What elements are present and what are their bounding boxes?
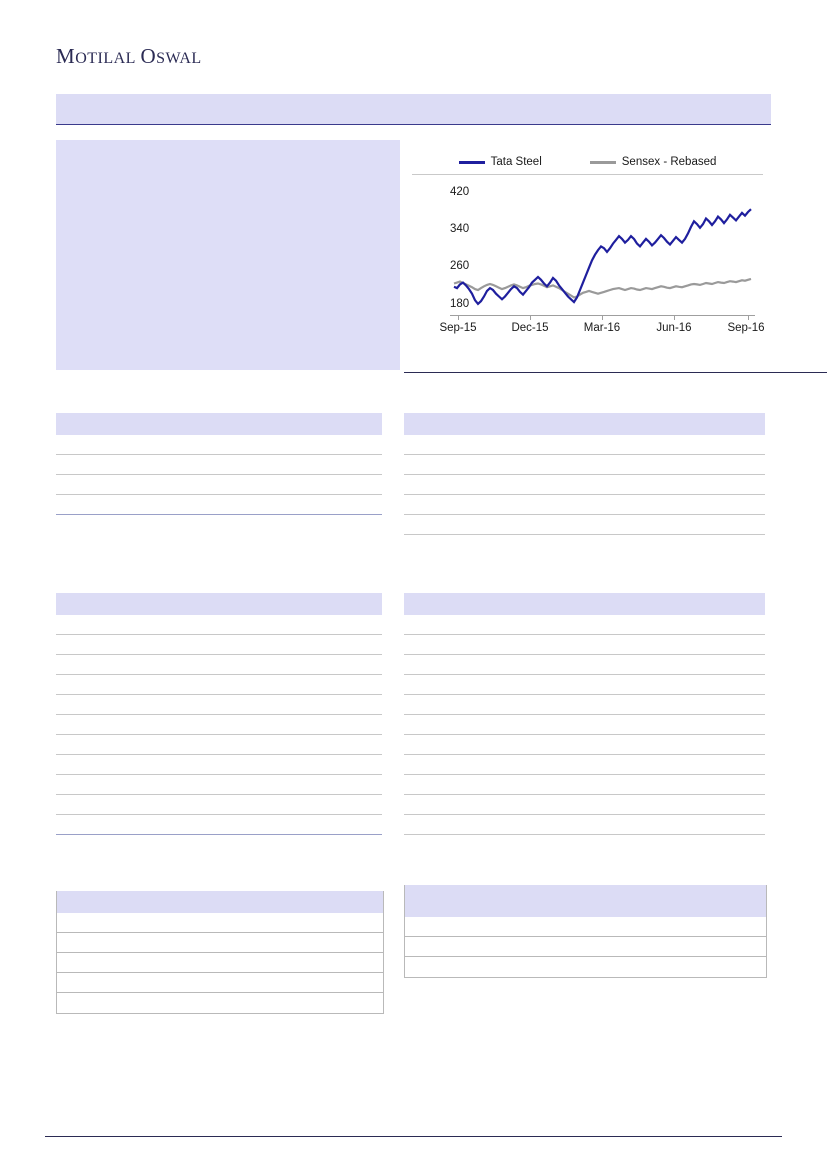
legend-label-sensex: Sensex - Rebased: [621, 156, 717, 168]
table-row: [57, 973, 383, 993]
y-tick-420: 420: [450, 186, 470, 198]
legend-swatch-grey-icon: [590, 161, 616, 164]
table-block-5: [56, 891, 384, 1014]
table-row: [404, 775, 765, 795]
y-tick-340: 340: [450, 223, 470, 235]
brand-word2-initial: O: [140, 44, 157, 68]
x-tick-sep-15: Sep-15: [439, 322, 477, 334]
x-tick-mar-16: Mar-16: [583, 322, 621, 334]
table-row: [56, 495, 382, 515]
x-tick-mark-0: [458, 316, 459, 320]
x-tick-mark-4: [748, 316, 749, 320]
table-row: [56, 715, 382, 735]
table-row: [405, 937, 766, 957]
table-row: [404, 455, 765, 475]
table-row: [56, 675, 382, 695]
table-row: [404, 615, 765, 635]
chart-legend: [412, 150, 763, 175]
table-row: [404, 515, 765, 535]
table-row: [56, 655, 382, 675]
table-row: [56, 795, 382, 815]
table-row: [404, 475, 765, 495]
y-tick-180: 180: [450, 298, 470, 310]
table-row: [56, 635, 382, 655]
x-tick-dec-15: Dec-15: [511, 322, 549, 334]
table-row: [404, 495, 765, 515]
legend-item-sensex: [590, 156, 717, 168]
chart-lines: [450, 186, 755, 316]
table-row: [56, 615, 382, 635]
company-logo: [56, 44, 202, 69]
report-title-band: [56, 94, 771, 125]
table-block-3: [56, 593, 382, 835]
table-row: [404, 695, 765, 715]
table-row: [56, 475, 382, 495]
header-section-divider: [404, 372, 827, 373]
table-row: [404, 635, 765, 655]
chart-svg: [450, 186, 755, 316]
table-row: [56, 735, 382, 755]
table-row: [56, 455, 382, 475]
table-row: [405, 957, 766, 977]
table-row: [404, 755, 765, 775]
table-header: [57, 891, 383, 913]
table-row: [404, 735, 765, 755]
table-header: [405, 885, 766, 917]
table-row: [404, 655, 765, 675]
table-row: [404, 435, 765, 455]
table-row: [405, 917, 766, 937]
table-row: [56, 435, 382, 455]
table-row: [56, 815, 382, 835]
table-row: [57, 933, 383, 953]
table-row: [404, 815, 765, 835]
table-row: [57, 993, 383, 1013]
table-row: [404, 795, 765, 815]
legend-swatch-blue-icon: [459, 161, 485, 164]
chart-plot-area: [412, 180, 763, 370]
table-row: [404, 675, 765, 695]
stock-info-panel: [56, 140, 400, 370]
table-block-6: [404, 885, 767, 978]
table-header: [404, 413, 765, 435]
table-header: [404, 593, 765, 615]
brand-word1-initial: M: [56, 44, 76, 68]
table-block-4: [404, 593, 765, 835]
footer-divider: [45, 1136, 782, 1137]
brand-word1-rest: OTILAL: [75, 50, 136, 67]
table-row: [57, 913, 383, 933]
brand-word2-rest: SWAL: [156, 50, 202, 67]
table-row: [56, 775, 382, 795]
x-tick-mark-1: [530, 316, 531, 320]
legend-label-tata-steel: Tata Steel: [490, 156, 542, 168]
x-tick-mark-2: [602, 316, 603, 320]
table-header: [56, 593, 382, 615]
table-row: [56, 755, 382, 775]
price-performance-chart: [404, 140, 771, 372]
table-row: [56, 695, 382, 715]
legend-item-tata-steel: [459, 156, 542, 168]
table-block-1: [56, 413, 382, 515]
x-tick-jun-16: Jun-16: [656, 322, 692, 334]
table-row: [404, 715, 765, 735]
table-header: [56, 413, 382, 435]
table-block-2: [404, 413, 765, 535]
table-row: [57, 953, 383, 973]
x-tick-mark-3: [674, 316, 675, 320]
y-tick-260: 260: [450, 260, 470, 272]
x-tick-sep-16: Sep-16: [727, 322, 765, 334]
